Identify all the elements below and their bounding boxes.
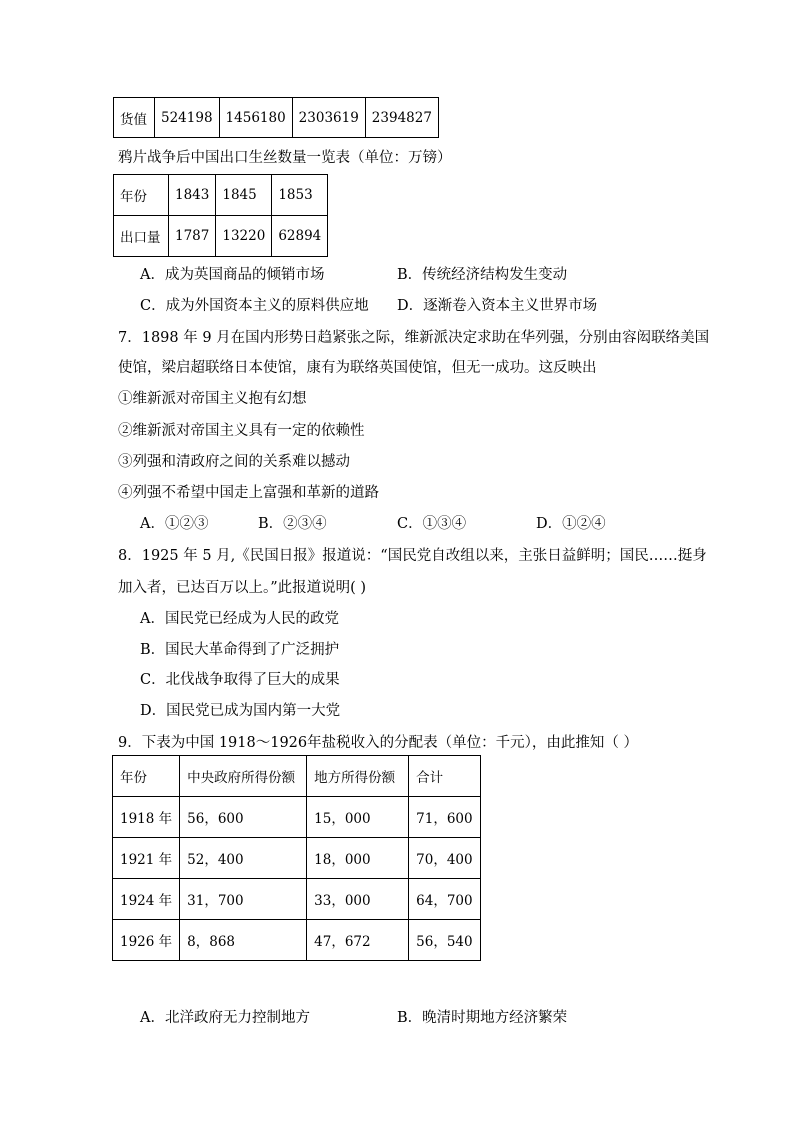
- table-cell: 31，700: [180, 879, 307, 920]
- table-cell: 33，000: [307, 879, 409, 920]
- table-cell: 1456180: [219, 98, 292, 138]
- goods-value-table: [113, 97, 439, 138]
- table-row: [113, 879, 481, 920]
- q9-option-b: B．晚清时期地方经济繁荣: [397, 1010, 568, 1026]
- table-cell: 62894: [272, 216, 328, 257]
- table-cell: 56，540: [409, 920, 480, 961]
- q7-stem-line2: 使馆，梁启超联络日本使馆，康有为联络英国使馆，但无一成功。这反映出: [118, 360, 597, 376]
- silk-export-table: [113, 174, 328, 257]
- table-cell: 18，000: [307, 838, 409, 879]
- salt-tax-table: [112, 755, 481, 961]
- table-cell: 1918 年: [113, 797, 180, 838]
- table-row: [114, 98, 439, 138]
- table-cell: 52，400: [180, 838, 307, 879]
- table-header-cell: 中央政府所得份额: [180, 756, 307, 797]
- q6-option-d: D．逐渐卷入资本主义世界市场: [397, 298, 598, 314]
- q8-option-b: B．国民大革命得到了广泛拥护: [140, 642, 340, 658]
- table-cell: 47，672: [307, 920, 409, 961]
- table-row: [113, 838, 481, 879]
- table-cell: 1787: [169, 216, 216, 257]
- q8-stem-line2: 加入者，已达百万以上。”此报道说明( ): [118, 580, 367, 596]
- table-cell: 1853: [272, 175, 328, 216]
- table-caption: 鸦片战争后中国出口生丝数量一览表（单位：万镑）: [118, 150, 452, 166]
- q7-option-b: B．②③④: [258, 516, 327, 532]
- table-cell: 出口量: [114, 216, 169, 257]
- table-cell: 64，700: [409, 879, 480, 920]
- table-cell: 1845: [216, 175, 272, 216]
- table-cell: 56，600: [180, 797, 307, 838]
- table-header-cell: 合计: [409, 756, 480, 797]
- table-cell: 1926 年: [113, 920, 180, 961]
- q9-stem: 9．下表为中国 1918～1926年盐税收入的分配表（单位：千元），由此推知（ ）: [118, 735, 638, 751]
- table-cell: 71，600: [409, 797, 480, 838]
- table-cell: 1921 年: [113, 838, 180, 879]
- table-cell: 年份: [114, 175, 169, 216]
- q8-option-c: C．北伐战争取得了巨大的成果: [140, 672, 340, 688]
- table-cell: 524198: [155, 98, 220, 138]
- table-header-row: [113, 756, 481, 797]
- table-row: [113, 920, 481, 961]
- q7-item-2: ②维新派对帝国主义具有一定的依赖性: [118, 423, 365, 439]
- q7-option-d: D．①②④: [536, 516, 606, 532]
- table-header-cell: 地方所得份额: [307, 756, 409, 797]
- table-cell: 1843: [169, 175, 216, 216]
- q6-option-c: C．成为外国资本主义的原料供应地: [140, 298, 369, 314]
- table-cell: 2303619: [292, 98, 365, 138]
- q6-option-b: B．传统经济结构发生变动: [397, 267, 568, 283]
- q7-option-c: C．①③④: [397, 516, 467, 532]
- q7-item-3: ③列强和清政府之间的关系难以撼动: [118, 454, 350, 470]
- q7-item-4: ④列强不希望中国走上富强和革新的道路: [118, 485, 379, 501]
- table-cell: 13220: [216, 216, 272, 257]
- q8-stem-line1: 8．1925 年 5 月,《民国日报》报道说：“国民党自改组以来，主张日益鲜明；国民……挺身: [118, 548, 707, 564]
- q6-option-a: A．成为英国商品的倾销市场: [140, 267, 325, 283]
- table-cell: 货值: [114, 98, 155, 138]
- q8-option-a: A．国民党已经成为人民的政党: [140, 611, 339, 627]
- table-row: [114, 175, 328, 216]
- table-cell: 1924 年: [113, 879, 180, 920]
- table-cell: 2394827: [365, 98, 438, 138]
- table-row: [114, 216, 328, 257]
- table-header-cell: 年份: [113, 756, 180, 797]
- table-cell: 70，400: [409, 838, 480, 879]
- q9-option-a: A．北洋政府无力控制地方: [140, 1010, 310, 1026]
- q7-item-1: ①维新派对帝国主义抱有幻想: [118, 391, 307, 407]
- table-row: [113, 797, 481, 838]
- table-cell: 15，000: [307, 797, 409, 838]
- q8-option-d: D．国民党已成为国内第一大党: [140, 703, 341, 719]
- q7-stem-line1: 7．1898 年 9 月在国内形势日趋紧张之际，维新派决定求助在华列强，分别由容闳联络美国: [118, 330, 710, 346]
- q7-option-a: A．①②③: [140, 516, 209, 532]
- table-cell: 8，868: [180, 920, 307, 961]
